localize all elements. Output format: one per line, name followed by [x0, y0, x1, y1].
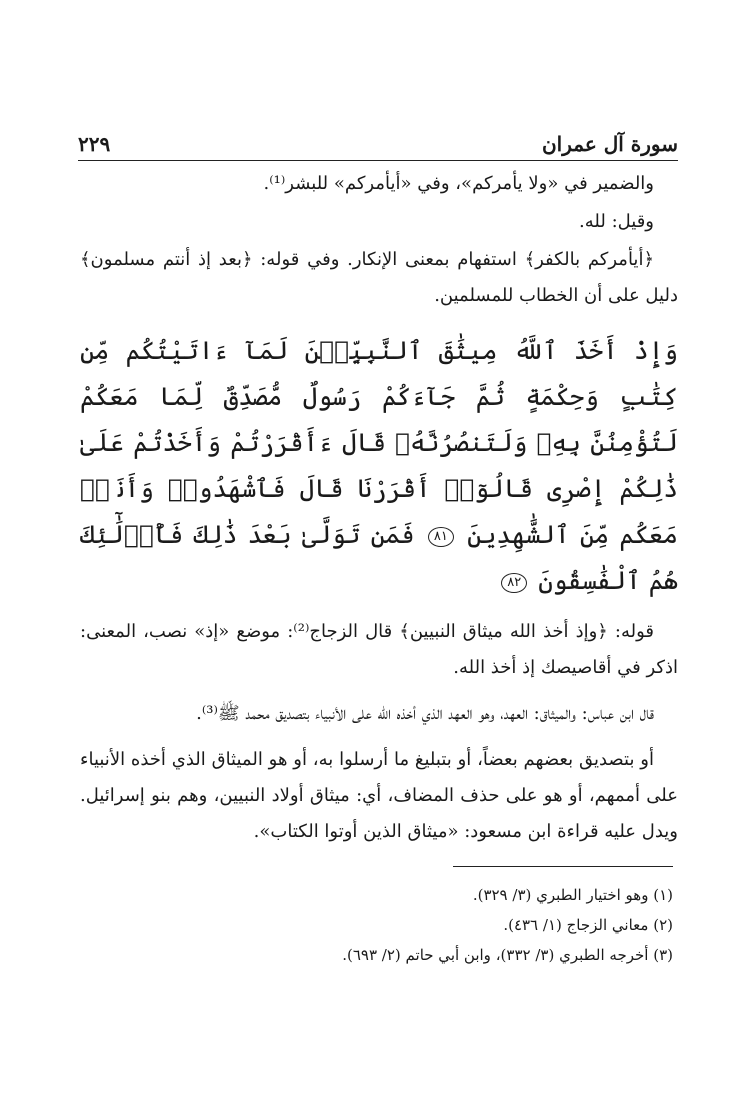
page-header	[78, 128, 678, 160]
footnote-3: (٣) أخرجه الطبري (٣/ ٣٣٢)، وابن أبي حاتم (٢/ ٦٩٣).	[342, 946, 673, 964]
header-divider	[78, 160, 678, 161]
verse-text-82: فَمَن تَوَلَّىٰ بَعْدَ ذَٰلِكَ فَأُو۟لَٰٓئِكَ هُمُ ٱلْفَٰسِقُونَ	[80, 520, 678, 595]
verse-number-marker: ٨٢	[501, 573, 527, 593]
paragraph-pronoun: والضمير في «ولا يأمركم»، وفي «أيأمركم» للبشر⁽¹⁾.	[263, 173, 654, 194]
page-body	[80, 166, 678, 850]
page-number: ٢٢٩	[78, 132, 111, 156]
footnote-2: (٢) معاني الزجاج (١/ ٤٣٦).	[503, 916, 673, 934]
commentary-alternatives: أو بتصديق بعضهم بعضاً، أو بتبليغ ما أرسلوا به، أو هو الميثاق الذي أخذه الأنبياء على أممهم، أو هو على حذف المضاف، أي: ميثاق أولاد النبيين، وهم بنو إسرائيل. ويدل عليه قراءة ابن مسعود: «ميثاق الذين أوتوا الكتاب».	[80, 749, 678, 842]
footnote-1: (١) وهو اختيار الطبري (٣/ ٣٢٩).	[472, 886, 673, 904]
paragraph-interrogative: ﴿أيأمركم بالكفر﴾ استفهام بمعنى الإنكار. وفي قوله: ﴿بعد إذ أنتم مسلمون﴾ دليل على أن الخطاب للمسلمين.	[80, 249, 678, 306]
footnote-divider	[453, 866, 673, 867]
footnotes	[75, 880, 673, 970]
commentary-ibn-abbas: قال ابن عباس: والميثاق: العهد، وهو العهد الذي أخذه الله على الأنبياء بتصديق محمد ﷺ⁽³⁾.	[196, 703, 654, 724]
surah-title: سورة آل عمران	[541, 132, 678, 156]
verse-number-marker: ٨١	[428, 527, 454, 547]
paragraph-alt-opinion: وقيل: لله.	[579, 211, 654, 232]
quran-verse	[80, 328, 678, 604]
commentary-zajjaj: قوله: ﴿وإذ أخذ الله ميثاق النبيين﴾ قال الزجاج⁽²⁾: موضع «إذ» نصب، المعنى: اذكر في أقاصيصك إذ أخذ الله.	[80, 621, 678, 678]
verse-text-81: وَإِذْ أَخَذَ ٱللَّهُ مِيثَٰقَ ٱلنَّبِيِّـۧنَ لَمَآ ءَاتَيْتُكُم مِّن كِتَٰبٍ وَحِكْمَةٍ ثُمَّ جَآءَكُمْ رَسُولٌ مُّصَدِّقٌ لِّمَا مَعَكُمْ لَتُؤْمِنُنَّ بِهِۦ وَلَتَنصُرُنَّهُۥ قَالَ ءَأَقْرَرْتُمْ وَأَخَذْتُمْ عَلَىٰ ذَٰلِكُمْ إِصْرِى قَالُوٓا۟ أَقْرَرْنَا قَالَ فَٱشْهَدُوا۟ وَأَنَا۠ مَعَكُم مِّنَ ٱلشَّٰهِدِينَ	[80, 336, 679, 549]
